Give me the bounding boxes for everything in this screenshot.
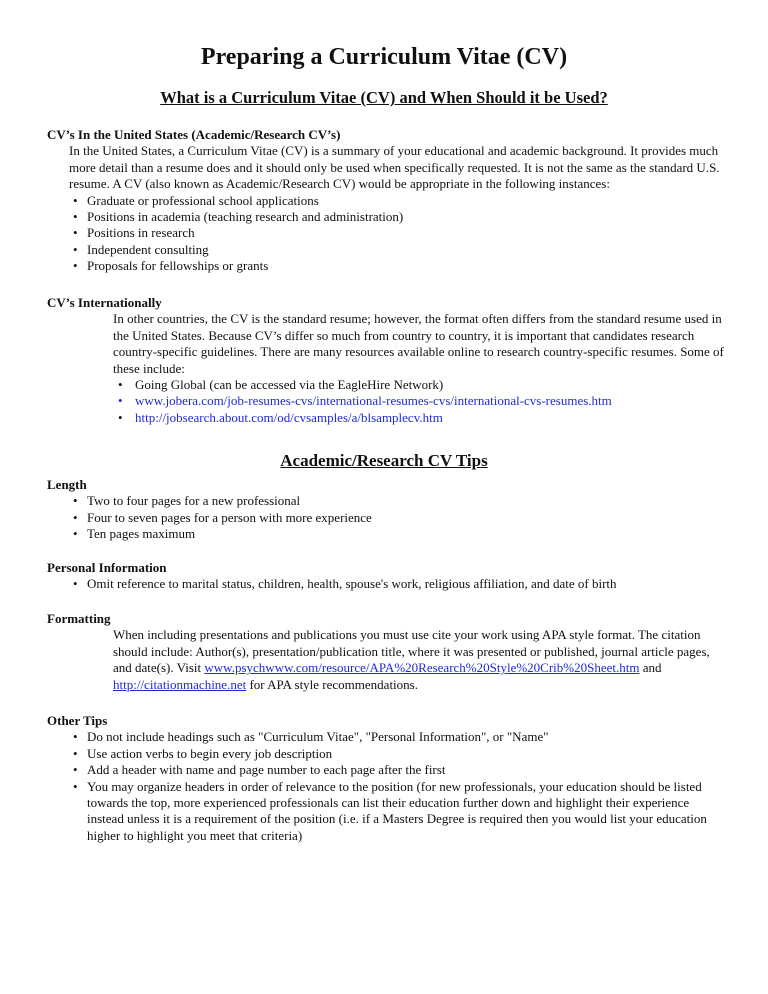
bullet-icon: • — [118, 377, 123, 393]
resource-link-jobera[interactable]: www.jobera.com/job-resumes-cvs/international-resumes-cvs/international-cvs-resumes.htm — [135, 393, 612, 409]
list-item: • Ten pages maximum — [73, 526, 196, 542]
section-other-tips — [47, 713, 727, 844]
apa-crib-sheet-link[interactable]: www.psychwww.com/resource/APA%20Research%20Style%20Crib%20Sheet.htm — [204, 660, 640, 676]
list-item: • Positions in research — [73, 225, 195, 241]
list-item: • Do not include headings such as "Curriculum Vitae", "Personal Information", or "Name" — [73, 729, 549, 745]
heading-intl-cv: CV’s Internationally — [47, 295, 162, 310]
list-personal-info — [47, 576, 727, 592]
section-intl-cv — [47, 295, 727, 426]
heading-other-tips: Other Tips — [47, 713, 108, 728]
resource-link-about[interactable]: http://jobsearch.about.com/od/cvsamples/a/blsamplecv.htm — [135, 409, 443, 425]
list-item: • Positions in academia (teaching research and administration) — [73, 209, 404, 225]
section-us-cv — [47, 127, 727, 275]
list-item: • You may organize headers in order of relevance to the position (for new professionals, your education should be listed towards the top, more experienced professionals can list their education further down and highlight their experience instead unless it is a requirement of the position (i.e. if a Masters Degree is required then you would list your education higher to highlight you meet that criteria) — [73, 778, 707, 843]
section-formatting — [47, 611, 727, 693]
paragraph-us-cv: In the United States, a Curriculum Vitae (CV) is a summary of your educational and academic background. It provides much more detail than a resume does and it should only be used when specifically requested. It is not the same as the standard U.S. resume. A CV (also known as Academic/Research CV) would be appropriate in the following instances: — [69, 143, 720, 192]
bullet-icon: • — [73, 192, 78, 208]
heading-us-cv: CV’s In the United States (Academic/Research CV’s) — [47, 127, 341, 142]
bullet-icon: • — [73, 258, 78, 274]
list-item: • Add a header with name and page number to each page after the first — [73, 762, 446, 778]
bullet-icon: • — [73, 241, 78, 257]
heading-formatting: Formatting — [47, 611, 111, 626]
list-item — [47, 410, 727, 426]
list-item — [47, 393, 727, 409]
bullet-icon: • — [118, 393, 123, 409]
paragraph-formatting: When including presentations and publications you must use cite your work using APA style format. The citation should include: Author(s), presentation/publication title, where it was presented or published, journal article pages, and date(s). Visit www.psychwww.com/resource/APA%20Research%20Style%20Crib%20Sheet.htm and http://citationmachine.net for APA style recommendations. — [113, 627, 710, 692]
list-other-tips — [47, 729, 727, 844]
page-title: Preparing a Curriculum Vitae (CV) — [200, 44, 568, 70]
section-length — [47, 477, 727, 543]
list-item: • Omit reference to marital status, children, health, spouse's work, religious affiliation, and date of birth — [73, 576, 617, 592]
bullet-icon: • — [73, 526, 78, 542]
bullet-icon: • — [73, 745, 78, 761]
bullet-icon: • — [73, 493, 78, 509]
list-item: • Going Global (can be accessed via the EagleHire Network) — [118, 377, 444, 393]
list-item: • Use action verbs to begin every job description — [73, 745, 333, 761]
bullet-icon: • — [118, 409, 123, 425]
section-title-cv-tips: Academic/Research CV Tips — [280, 451, 488, 470]
list-intl-resources — [47, 377, 727, 426]
list-item: • Graduate or professional school applications — [73, 192, 319, 208]
list-item: • Two to four pages for a new professional — [73, 493, 301, 509]
bullet-icon: • — [73, 509, 78, 525]
paragraph-intl-cv: In other countries, the CV is the standard resume; however, the format often differs from the standard resume used in the United States. Because CV’s differ so much from country to country, it is important that candidates research country-specific guidelines. There are many resources available online to research country-specific resumes. Some of these include: — [113, 311, 724, 376]
section-personal-info — [47, 560, 727, 593]
heading-personal-info: Personal Information — [47, 560, 167, 575]
heading-length: Length — [47, 477, 87, 492]
list-us-instances — [47, 193, 727, 275]
list-item: • Independent consulting — [73, 241, 209, 257]
section-title-what-is-cv: What is a Curriculum Vitae (CV) and When Should it be Used? — [160, 88, 608, 107]
bullet-icon: • — [73, 778, 78, 794]
bullet-icon: • — [73, 762, 78, 778]
list-length — [47, 493, 727, 542]
bullet-icon: • — [73, 576, 78, 592]
bullet-icon: • — [73, 729, 78, 745]
citation-machine-link[interactable]: http://citationmachine.net — [113, 676, 247, 692]
bullet-icon: • — [73, 209, 78, 225]
bullet-icon: • — [73, 225, 78, 241]
list-item: • Four to seven pages for a person with more experience — [73, 509, 372, 525]
list-item: • Proposals for fellowships or grants — [73, 258, 269, 274]
